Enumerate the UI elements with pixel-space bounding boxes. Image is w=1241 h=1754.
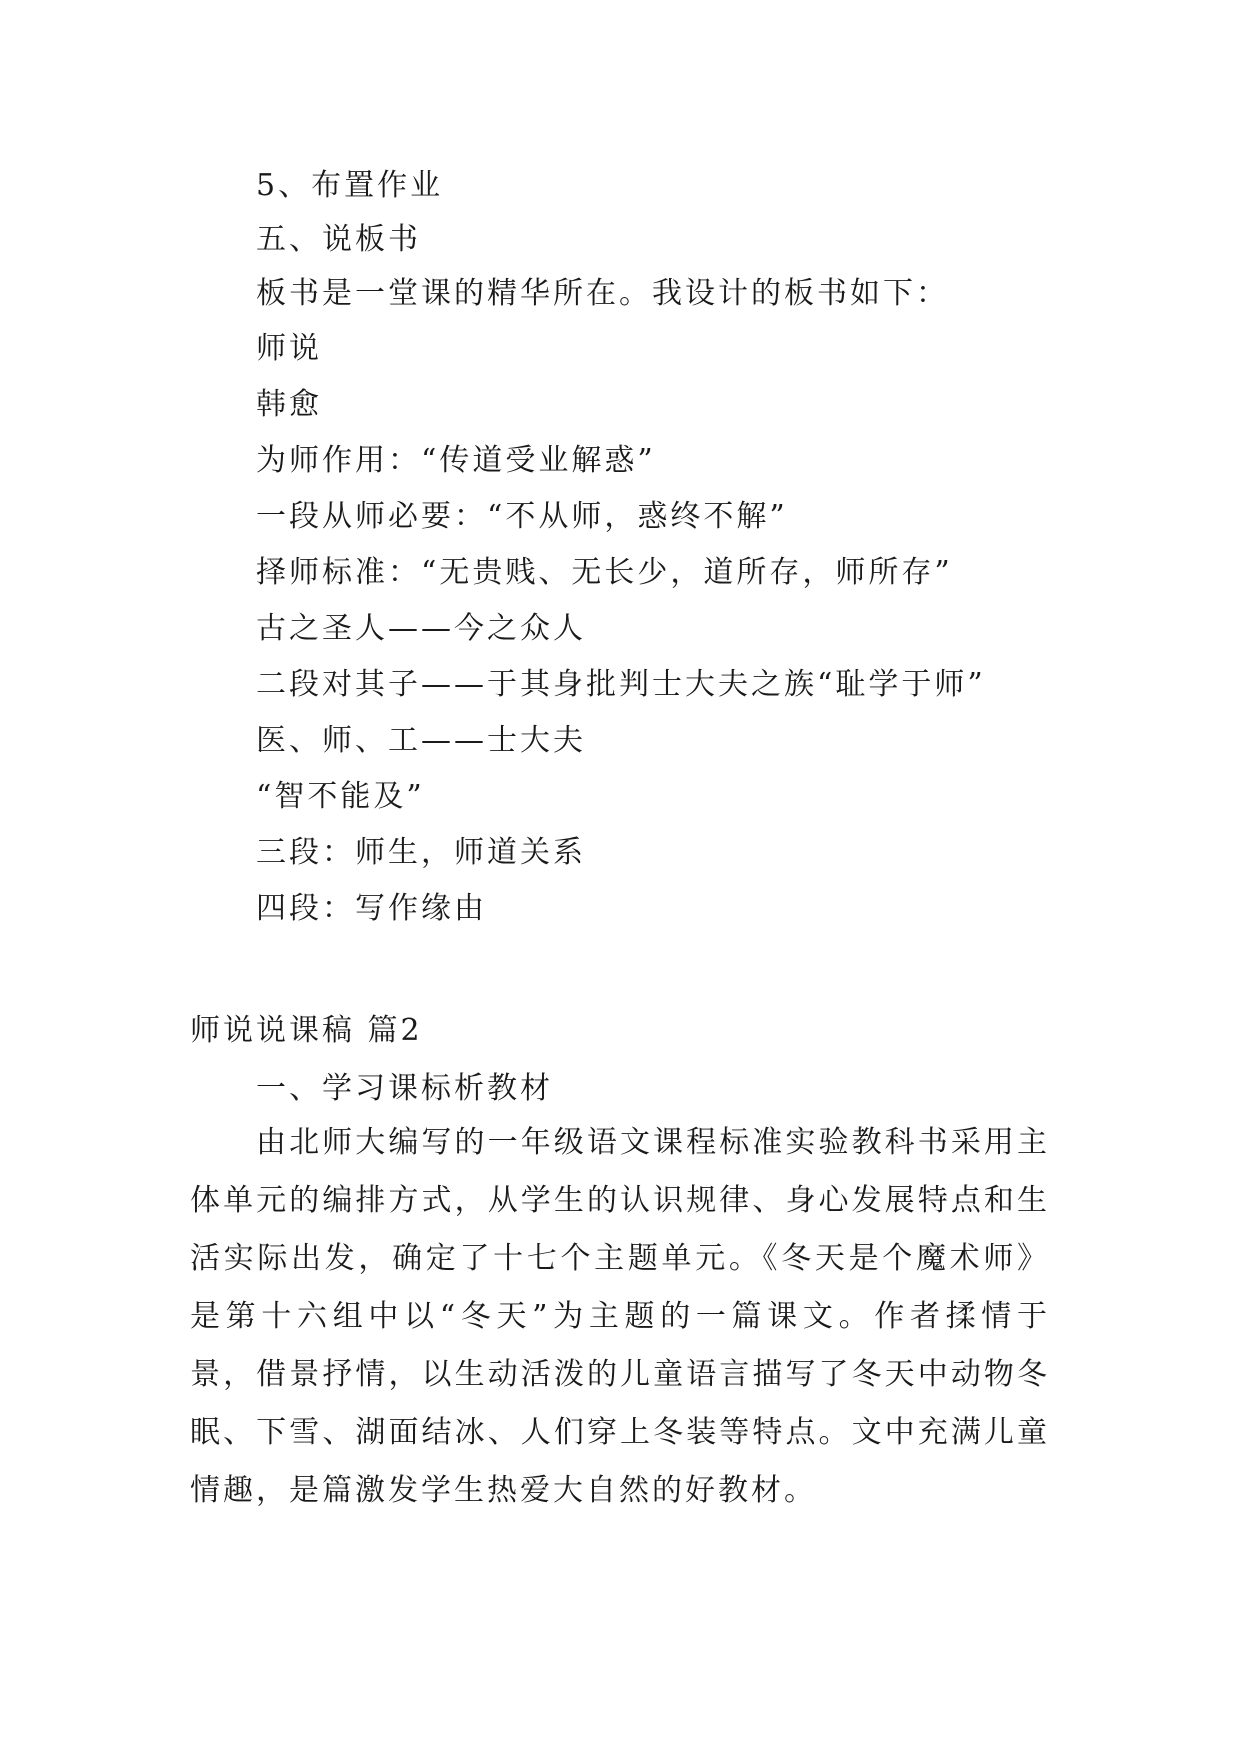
text-line: 医、师、工——士大夫 (256, 723, 586, 758)
text-line: 5、布置作业 (256, 168, 444, 203)
subheading: 一、学习课标析教材 (256, 1071, 553, 1106)
text-line: 择师标准：“无贵贱、无长少，道所存，师所存” (256, 555, 953, 590)
text-line: 三段：师生，师道关系 (256, 835, 586, 870)
text-line: 二段对其子——于其身批判士大夫之族“耻学于师” (256, 667, 986, 702)
text-line: 四段：写作缘由 (256, 891, 487, 926)
text-line: 韩愈 (256, 387, 322, 422)
body-paragraph: 由北师大编写的一年级语文课程标准实验教科书采用主体单元的编排方式，从学生的认识规律、身心发展特点和生活实际出发，确定了十七个主题单元。《冬天是个魔术师》是第十六组中以“冬天”为主题的一篇课文。作者揉情于景，借景抒情，以生动活泼的儿童语言描写了冬天中动物冬眠、下雪、湖面结冰、人们穿上冬装等特点。文中充满儿童情趣，是篇激发学生热爱大自然的好教材。 (190, 1125, 1050, 1508)
text-line: 为师作用：“传道受业解惑” (256, 443, 656, 478)
text-line: 板书是一堂课的精华所在。我设计的板书如下： (256, 276, 949, 311)
text-line: 师说 (256, 331, 322, 366)
section-title: 师说说课稿 篇2 (190, 1013, 423, 1048)
text-line: “智不能及” (256, 779, 425, 814)
text-line: 一段从师必要：“不从师，惑终不解” (256, 499, 788, 534)
text-line: 五、说板书 (256, 222, 421, 257)
text-line: 古之圣人——今之众人 (256, 611, 586, 646)
